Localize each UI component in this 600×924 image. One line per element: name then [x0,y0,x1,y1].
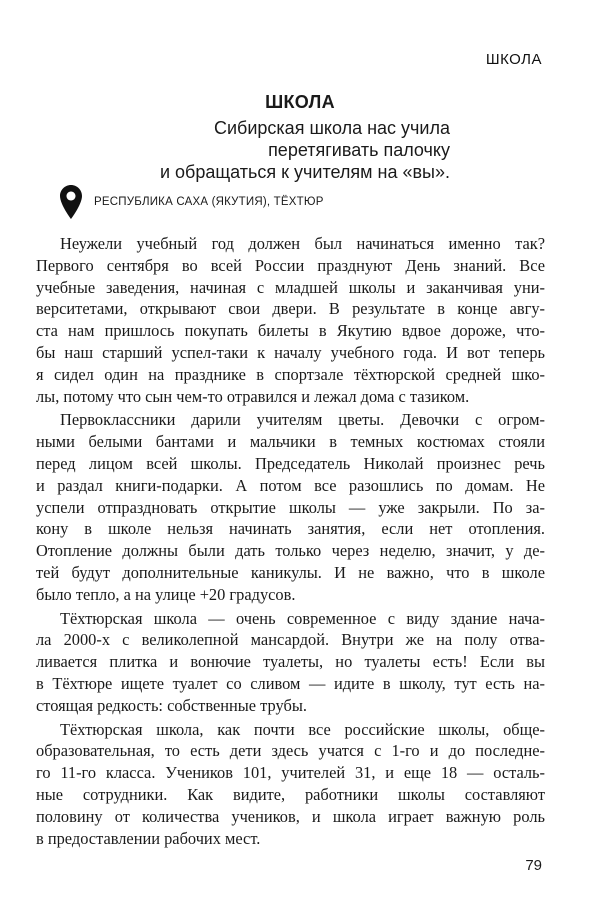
text-line: верситетами, открывают свои двери. В результате в конце авгу- [36,299,545,319]
paragraph [36,233,545,407]
text-line: кону в школе нельзя начинать занятия, если нет отопления. [36,519,545,539]
text-line: в предоставлении рабочих мест. [36,828,261,848]
text-line: лы, потому что сын чем-то отравился и лежал дома с тазиком. [36,386,470,406]
text-line: было тепло, а на улице +20 градусов. [36,584,296,604]
text-line: и раздал книги-подарки. А потом все разошлись по домам. Не [36,475,545,495]
chapter-epigraph [150,117,450,183]
text-line: бы наш старший успел-таки к началу учебного года. И вот теперь [36,342,545,362]
text-line: учебные заведения, начиная с младшей школы и заканчивая уни- [36,277,545,297]
paragraph [36,608,545,717]
page-number: 79 [525,857,542,874]
text-line: я сидел один на празднике в спортзале тёхтюрской средней шко- [36,364,545,384]
text-line: го 11-го класса. Учеников 101, учителей 31, и еще 18 — осталь- [36,763,545,783]
text-line: ными белыми бантами и мальчики в темных костюмах стояли [36,432,545,452]
text-line: ста нам пришлось покупать билеты в Якутию вдвое дороже, что- [36,321,545,341]
location-label: РЕСПУБЛИКА САХА (ЯКУТИЯ), ТЁХТЮР [94,196,324,208]
text-line: Неужели учебный год должен был начинаться именно так? [60,234,545,253]
paragraph [36,719,545,850]
text-line: ливается плитка и вонючие туалеты, но туалеты есть! Если вы [36,652,545,672]
location-line [60,184,324,220]
text-line: Первого сентября во всей России празднуют День знаний. Все [36,255,545,275]
article-body [36,233,545,851]
text-line: стоящая редкость: собственные трубы. [36,695,307,715]
paragraph [36,409,545,605]
text-line: перед лицом всей школы. Председатель Николай произнес речь [36,453,545,473]
text-line: Тёхтюрская школа, как почти все российские школы, обще- [60,719,545,739]
text-line: Первоклассники дарили учителям цветы. Девочки с огром- [60,410,545,430]
epigraph-line: перетягивать палочку [268,140,450,160]
text-line: половину от количества учеников, и школа играет важную роль [36,806,545,826]
epigraph-line: Сибирская школа нас учила [213,118,450,138]
chapter-title: ШКОЛА [265,92,335,112]
text-line: в Тёхтюре ищете туалет со сливом — идите в школу, тут есть на- [36,673,545,693]
text-line: Отопление должны были дать только через неделю, значит, у де- [36,541,545,561]
map-pin-icon [60,185,82,219]
text-line: тей будут дополнительные каникулы. И не важно, что в школе [36,562,545,582]
text-line: образовательная, то есть дети здесь учатся с 1-го и до последне- [36,741,545,761]
running-header: ШКОЛА [485,51,542,68]
epigraph-line: и обращаться к учителям на «вы». [159,162,450,182]
text-line: ла 2000-х с великолепной мансардой. Внутри же на полу отва- [36,630,545,650]
text-line: Тёхтюрская школа — очень современное с виду здание нача- [60,608,545,628]
text-line: успели отпраздновать открытие школы — уже закрыли. По за- [36,497,545,517]
text-line: ные сотрудники. Как видите, работники школы составляют [36,784,545,804]
